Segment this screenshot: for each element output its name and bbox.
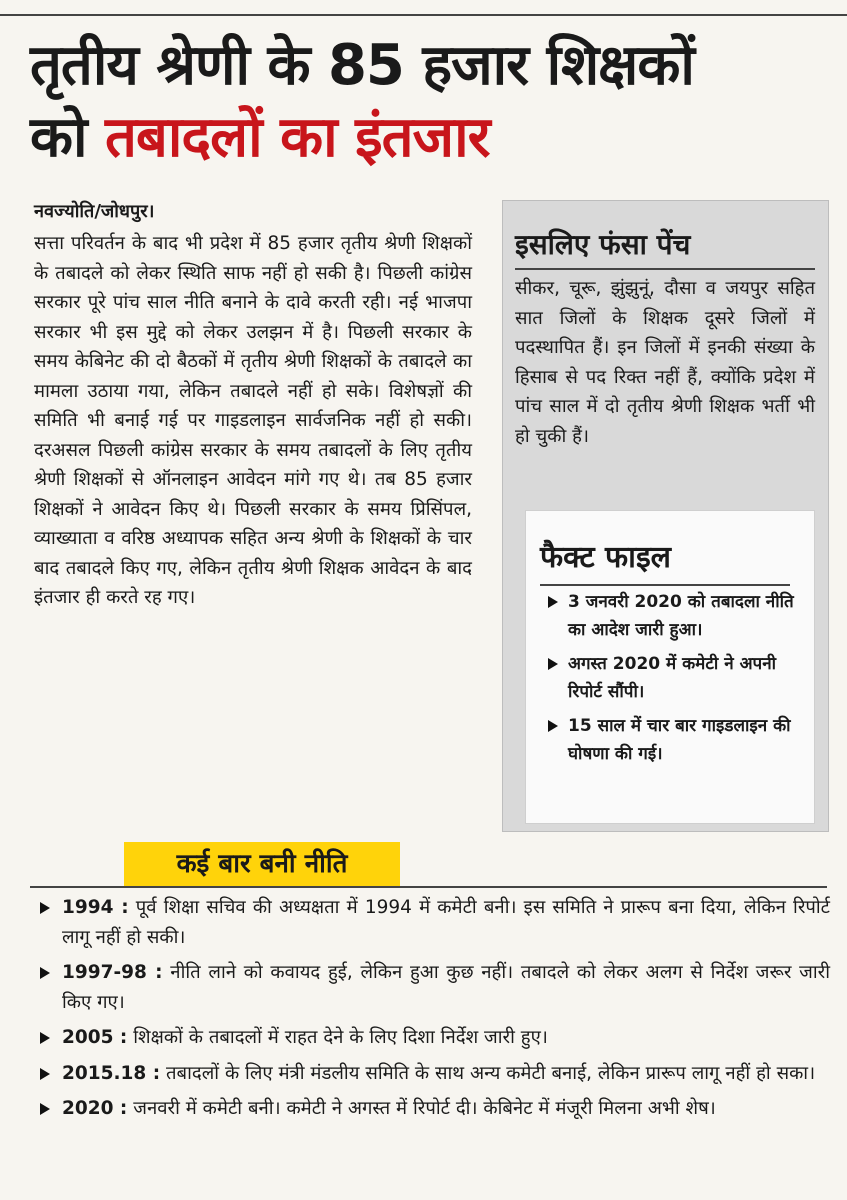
fact-item-text: अगस्त 2020 में कमेटी ने अपनी रिपोर्ट सौंपी।	[568, 654, 777, 702]
headline	[30, 30, 830, 174]
headline-prefix: को	[30, 105, 87, 170]
fact-item-text: 15 साल में चार बार गाइडलाइन की घोषणा की गई।	[568, 716, 791, 764]
triangle-bullet-icon	[548, 596, 558, 608]
page-top-strip	[0, 0, 847, 16]
fact-item	[548, 712, 798, 768]
triangle-bullet-icon	[548, 658, 558, 670]
triangle-bullet-icon	[40, 1032, 50, 1044]
policy-text: पूर्व शिक्षा सचिव की अध्यक्षता में 1994 में कमेटी बनी। इस समिति ने प्रारूप बना दिया, लेकिन रिपोर्ट लागू नहीं हो सकी।	[62, 897, 831, 948]
fact-file-divider	[540, 584, 790, 586]
fact-file-title: फैक्ट फाइल	[540, 540, 672, 575]
policy-item	[40, 1094, 830, 1124]
article-body: सत्ता परिवर्तन के बाद भी प्रदेश में 85 हजार तृतीय श्रेणी शिक्षकों के तबादले को लेकर स्थिति साफ नहीं हो सकी है। पिछली कांग्रेस सरकार पूरे पांच साल नीति बनाने के दावे करती रही। नई भाजपा सरकार भी इस मुद्दे को लेकर उलझन में है। पिछली सरकार के समय केबिनेट की दो बैठकों में तृतीय श्रेणी शिक्षकों के तबादले का मामला उठाया गया, लेकिन तबादले नहीं हो सके। विशेषज्ञों की समिति भी बनाई गई पर गाइडलाइन सार्वजनिक नहीं हो सकी। दरअसल पिछली कांग्रेस सरकार के समय तबादलों के लिए तृतीय श्रेणी शिक्षकों से ऑनलाइन आवेदन मांगे गए थे। तब 85 हजार शिक्षकों ने आवेदन किए थे। पिछली सरकार के समय प्रिसिंपल, व्याख्याता व वरिष्ठ अध्यापक सहित अन्य श्रेणी के शिक्षकों के चार बाद तबादले किए गए, लेकिन तृतीय श्रेणी शिक्षक आवेदन के बाद इंतजार ही करते रह गए।	[34, 233, 472, 608]
policy-year: 2005 :	[62, 1027, 128, 1048]
policy-list	[40, 893, 830, 1130]
triangle-bullet-icon	[40, 1068, 50, 1080]
policy-item	[40, 958, 830, 1017]
sidebar-divider	[515, 268, 815, 270]
dateline: नवज्योति/जोधपुर।	[34, 201, 155, 222]
policy-text: नीति लाने को कवायद हुई, लेकिन हुआ कुछ नहीं। तबादले को लेकर अलग से निर्देश जरूर जारी किए गए।	[62, 962, 830, 1013]
policy-item	[40, 893, 830, 952]
headline-line-2	[30, 102, 830, 174]
policy-item	[40, 1023, 830, 1053]
triangle-bullet-icon	[548, 720, 558, 732]
policy-year: 2015.18 :	[62, 1062, 161, 1084]
policy-text: तबादलों के लिए मंत्री मंडलीय समिति के साथ अन्य कमेटी बनाई, लेकिन प्रारूप लागू नहीं हो सका।	[166, 1062, 816, 1084]
policy-section-title: कई बार बनी नीति	[124, 842, 400, 886]
triangle-bullet-icon	[40, 967, 50, 979]
fact-item	[548, 650, 798, 706]
fact-item-text: 3 जनवरी 2020 को तबादला नीति का आदेश जारी हुआ।	[568, 592, 794, 640]
policy-year: 1997-98 :	[62, 962, 163, 983]
sidebar-title: इसलिए फंसा पेंच	[515, 228, 691, 261]
headline-highlight: तबादलों का इंतजार	[105, 105, 490, 170]
policy-year: 1994 :	[62, 897, 129, 918]
policy-divider	[30, 886, 827, 888]
sidebar-text: सीकर, चूरू, झुंझुनूं, दौसा व जयपुर सहित सात जिलों के शिक्षक दूसरे जिलों में पदस्थापित हैं। इन जिलों में इनकी संख्या के हिसाब से पद रिक्त नहीं हैं, क्योंकि प्रदेश में पांच साल में दो तृतीय श्रेणी शिक्षक भर्ती भी हो चुकी हैं।	[515, 278, 815, 447]
policy-year: 2020 :	[62, 1098, 128, 1119]
policy-text: जनवरी में कमेटी बनी। कमेटी ने अगस्त में रिपोर्ट दी। केबिनेट में मंजूरी मिलना अभी शेष।	[133, 1098, 716, 1119]
fact-file-list	[548, 588, 798, 774]
policy-text: शिक्षकों के तबादलों में राहत देने के लिए दिशा निर्देश जारी हुए।	[133, 1027, 548, 1048]
triangle-bullet-icon	[40, 902, 50, 914]
headline-line-1: तृतीय श्रेणी के 85 हजार शिक्षकों	[30, 33, 694, 98]
policy-item	[40, 1059, 830, 1089]
triangle-bullet-icon	[40, 1103, 50, 1115]
fact-item	[548, 588, 798, 644]
